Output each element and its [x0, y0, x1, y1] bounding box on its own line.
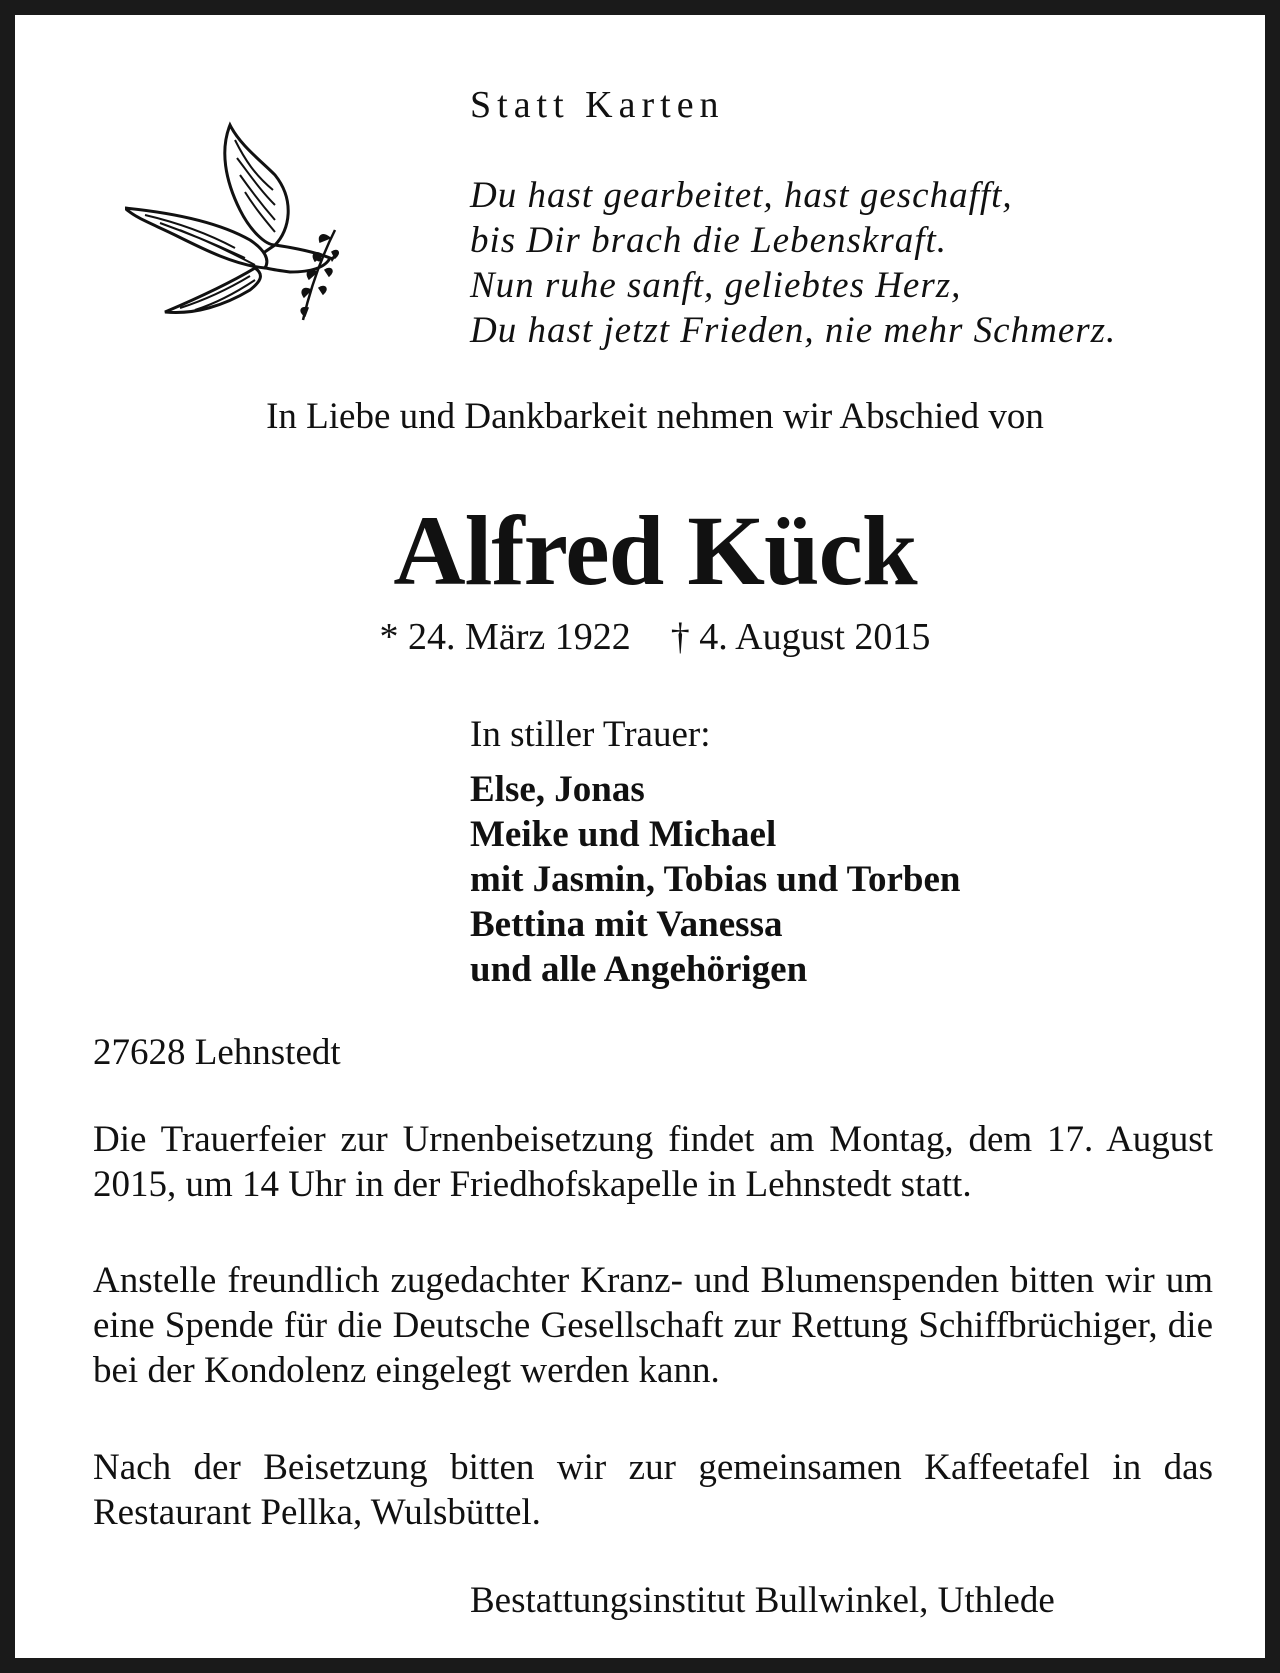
mourner-line: Else, Jonas [470, 769, 645, 810]
death-date: † 4. August 2015 [670, 616, 931, 658]
undertaker: Bestattungsinstitut Bullwinkel, Uthlede [470, 1580, 1055, 1621]
life-dates [15, 615, 1280, 659]
donation-paragraph: Anstelle freundlich zugedachter Kranz- und Blumenspenden bitten wir um eine Spende für die Deutsche Gesellschaft zur Rettung Schiffbrüchiger, die bei der Kondolenz eingelegt werden kann. [93, 1260, 1213, 1391]
mourner-line: mit Jasmin, Tobias und Torben [470, 859, 961, 900]
mourner-line: Bettina mit Vanessa [470, 904, 783, 945]
place: 27628 Lehnstedt [93, 1032, 341, 1073]
mourners-list [470, 767, 960, 992]
funeral-info-paragraph: Die Trauerfeier zur Urnenbeisetzung findet am Montag, dem 17. August 2015, um 14 Uhr in der Friedhofskapelle in Lehnstedt statt. [93, 1119, 1213, 1205]
mourning-label: In stiller Trauer: [470, 714, 711, 755]
birth-date: * 24. März 1922 [379, 616, 631, 658]
poem-line: Du hast jetzt Frieden, nie mehr Schmerz. [470, 310, 1117, 351]
mourner-line: Meike und Michael [470, 814, 777, 855]
farewell-intro: In Liebe und Dankbarkeit nehmen wir Abschied von [266, 396, 1044, 437]
reception-paragraph: Nach der Beisetzung bitten wir zur gemeinsamen Kaffeetafel in das Restaurant Pellka, Wulsbüttel. [93, 1447, 1213, 1533]
deceased-name: Alfred Kück [393, 495, 917, 606]
notice-header: Statt Karten [470, 84, 725, 126]
poem-line: Nun ruhe sanft, geliebtes Herz, [470, 265, 962, 306]
mourner-line: und alle Angehörigen [470, 949, 808, 990]
poem [470, 173, 1116, 353]
dove-icon [125, 120, 365, 340]
poem-line: bis Dir brach die Lebenskraft. [470, 220, 948, 261]
poem-line: Du hast gearbeitet, hast geschafft, [470, 175, 1013, 216]
